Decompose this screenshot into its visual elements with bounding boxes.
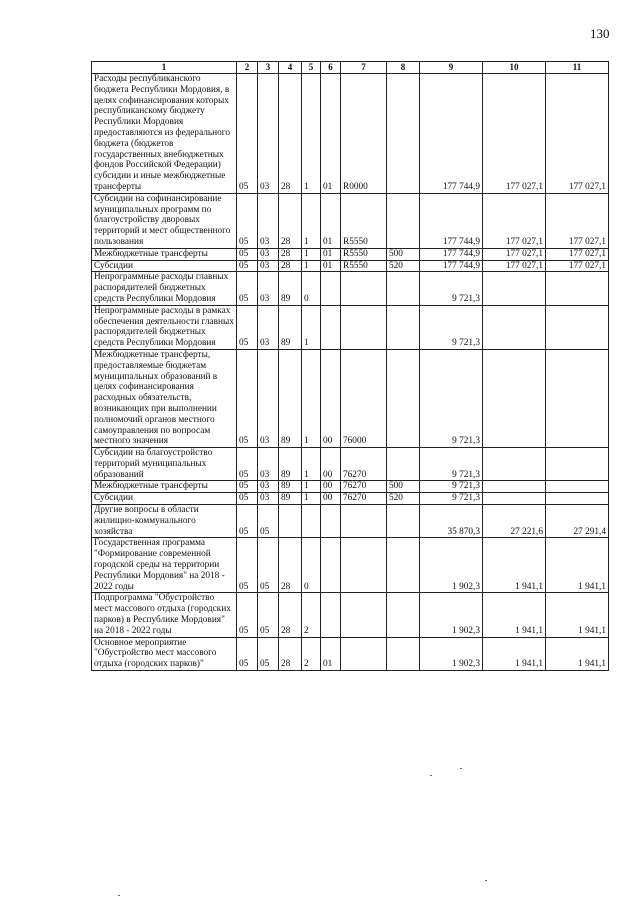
cell-c11: 177 027,1 (546, 248, 609, 260)
cell-c2: 05 (237, 260, 258, 272)
cell-c8 (387, 305, 420, 349)
cell-c2: 05 (237, 74, 258, 194)
table-row (92, 538, 609, 593)
row-name: Межбюджетные трансферты, предоставляемые бюджетам муниципальных образований в целях софинансирования расходных обязательств, возникающих при выполнении полномочий органов местного самоуправления по вопросам местного значения (92, 349, 237, 447)
cell-c5 (302, 505, 321, 538)
cell-c10 (483, 272, 546, 305)
cell-c4: 89 (279, 481, 302, 493)
table-row (92, 248, 609, 260)
cell-c8: 500 (387, 481, 420, 493)
cell-c7 (341, 272, 387, 305)
cell-c7 (341, 637, 387, 670)
row-name: Другие вопросы в области жилищно-коммунального хозяйства (92, 505, 237, 538)
cell-c3: 03 (258, 74, 279, 194)
cell-c2: 05 (237, 193, 258, 248)
table-row (92, 272, 609, 305)
cell-c8 (387, 272, 420, 305)
row-name: Субсидии (92, 260, 237, 272)
cell-c7 (341, 305, 387, 349)
row-name: Субсидии (92, 493, 237, 505)
cell-c8: 520 (387, 260, 420, 272)
col-header-10: 10 (483, 62, 546, 74)
cell-c11: 1 941,1 (546, 593, 609, 637)
cell-c7: 76270 (341, 448, 387, 481)
cell-c6: 01 (321, 260, 341, 272)
cell-c3: 03 (258, 305, 279, 349)
cell-c6 (321, 538, 341, 593)
row-name: Подпрограмма "Обустройство мест массового отдыха (городских парков) в Республике Мордовия" на 2018 - 2022 годы (92, 593, 237, 637)
page-number: 130 (590, 26, 610, 41)
table-header-row (92, 62, 609, 74)
row-name: Расходы республиканского бюджета Республики Мордовия, в целях софинансирования которых республиканскому бюджету Республики Мордовия предоставляются из федерального бюджета (бюджетов государственных внебюджетных фондов Российской Федерации) субсидии и иные межбюджетные трансферты (92, 74, 237, 194)
cell-c8 (387, 637, 420, 670)
cell-c5: 0 (302, 538, 321, 593)
row-name: Непрограммные расходы главных распорядителей бюджетных средств Республики Мордовия (92, 272, 237, 305)
cell-c4: 89 (279, 305, 302, 349)
cell-c10: 27 221,6 (483, 505, 546, 538)
table-row (92, 74, 609, 194)
cell-c5: 1 (302, 305, 321, 349)
cell-c4: 28 (279, 260, 302, 272)
cell-c10: 1 941,1 (483, 538, 546, 593)
table-row (92, 481, 609, 493)
cell-c5: 0 (302, 272, 321, 305)
col-header-4: 4 (279, 62, 302, 74)
cell-c3: 03 (258, 260, 279, 272)
cell-c11 (546, 481, 609, 493)
cell-c11 (546, 448, 609, 481)
cell-c11 (546, 493, 609, 505)
cell-c10 (483, 349, 546, 447)
cell-c9: 9 721,3 (420, 349, 483, 447)
cell-c7: 76000 (341, 349, 387, 447)
cell-c6: 00 (321, 481, 341, 493)
cell-c4: 28 (279, 593, 302, 637)
cell-c3: 03 (258, 193, 279, 248)
cell-c5: 1 (302, 74, 321, 194)
cell-c10: 177 027,1 (483, 260, 546, 272)
scan-speck (485, 880, 487, 881)
cell-c11: 1 941,1 (546, 538, 609, 593)
row-name: Субсидии на софинансирование муниципальных программ по благоустройству дворовых территорий и мест общественного пользования (92, 193, 237, 248)
row-name: Основное мероприятие "Обустройство мест массового отдыха (городских парков)" (92, 637, 237, 670)
cell-c5: 2 (302, 593, 321, 637)
cell-c7 (341, 505, 387, 538)
table-row (92, 305, 609, 349)
cell-c6: 00 (321, 349, 341, 447)
cell-c8: 520 (387, 493, 420, 505)
cell-c6: 01 (321, 193, 341, 248)
cell-c5: 1 (302, 493, 321, 505)
col-header-5: 5 (302, 62, 321, 74)
table-row (92, 260, 609, 272)
row-name: Государственная программа "Формирование современной городской среды на территории Республики Мордовия" на 2018 - 2022 годы (92, 538, 237, 593)
row-name: Субсидии на благоустройство территорий муниципальных образований (92, 448, 237, 481)
cell-c8 (387, 505, 420, 538)
cell-c4: 28 (279, 538, 302, 593)
col-header-2: 2 (237, 62, 258, 74)
cell-c7: R5550 (341, 260, 387, 272)
cell-c10: 1 941,1 (483, 593, 546, 637)
cell-c6: 00 (321, 493, 341, 505)
cell-c2: 05 (237, 593, 258, 637)
table-row (92, 493, 609, 505)
table-row (92, 505, 609, 538)
cell-c7: 76270 (341, 493, 387, 505)
cell-c2: 05 (237, 493, 258, 505)
table-row (92, 637, 609, 670)
cell-c3: 05 (258, 593, 279, 637)
cell-c7 (341, 593, 387, 637)
cell-c3: 03 (258, 349, 279, 447)
cell-c8 (387, 74, 420, 194)
cell-c5: 1 (302, 481, 321, 493)
cell-c10: 1 941,1 (483, 637, 546, 670)
cell-c9: 9 721,3 (420, 305, 483, 349)
cell-c2: 05 (237, 637, 258, 670)
cell-c9: 35 870,3 (420, 505, 483, 538)
cell-c11 (546, 305, 609, 349)
cell-c10: 177 027,1 (483, 74, 546, 194)
cell-c10 (483, 448, 546, 481)
cell-c2: 05 (237, 349, 258, 447)
cell-c3: 03 (258, 493, 279, 505)
cell-c2: 05 (237, 248, 258, 260)
cell-c6: 01 (321, 637, 341, 670)
cell-c8 (387, 538, 420, 593)
cell-c10: 177 027,1 (483, 193, 546, 248)
cell-c3: 05 (258, 505, 279, 538)
cell-c3: 05 (258, 538, 279, 593)
cell-c7: 76270 (341, 481, 387, 493)
scan-speck (118, 895, 120, 896)
cell-c11: 177 027,1 (546, 193, 609, 248)
cell-c5: 1 (302, 448, 321, 481)
cell-c9: 177 744,9 (420, 193, 483, 248)
cell-c9: 1 902,3 (420, 637, 483, 670)
cell-c5: 2 (302, 637, 321, 670)
cell-c2: 05 (237, 448, 258, 481)
cell-c6: 01 (321, 74, 341, 194)
cell-c10 (483, 305, 546, 349)
cell-c4: 89 (279, 272, 302, 305)
cell-c5: 1 (302, 193, 321, 248)
cell-c10 (483, 481, 546, 493)
table-row (92, 448, 609, 481)
cell-c11: 177 027,1 (546, 74, 609, 194)
col-header-6: 6 (321, 62, 341, 74)
cell-c11 (546, 272, 609, 305)
col-header-8: 8 (387, 62, 420, 74)
cell-c4: 89 (279, 349, 302, 447)
cell-c2: 05 (237, 505, 258, 538)
cell-c4: 28 (279, 74, 302, 194)
budget-table (91, 61, 609, 671)
cell-c8 (387, 349, 420, 447)
row-name: Межбюджетные трансферты (92, 248, 237, 260)
row-name: Непрограммные расходы в рамках обеспечения деятельности главных распорядителей бюджетных средств Республики Мордовия (92, 305, 237, 349)
cell-c9: 177 744,9 (420, 248, 483, 260)
cell-c5: 1 (302, 349, 321, 447)
cell-c11 (546, 349, 609, 447)
cell-c4: 28 (279, 637, 302, 670)
cell-c3: 03 (258, 448, 279, 481)
cell-c9: 9 721,3 (420, 272, 483, 305)
cell-c3: 03 (258, 481, 279, 493)
cell-c11: 1 941,1 (546, 637, 609, 670)
cell-c9: 9 721,3 (420, 493, 483, 505)
table-row (92, 593, 609, 637)
col-header-1: 1 (92, 62, 237, 74)
cell-c10: 177 027,1 (483, 248, 546, 260)
cell-c7: R5550 (341, 248, 387, 260)
cell-c2: 05 (237, 481, 258, 493)
cell-c11: 27 291,4 (546, 505, 609, 538)
scan-speck (430, 775, 432, 776)
cell-c9: 177 744,9 (420, 260, 483, 272)
col-header-3: 3 (258, 62, 279, 74)
cell-c8 (387, 448, 420, 481)
col-header-9: 9 (420, 62, 483, 74)
cell-c11: 177 027,1 (546, 260, 609, 272)
row-name: Межбюджетные трансферты (92, 481, 237, 493)
cell-c2: 05 (237, 305, 258, 349)
cell-c4: 89 (279, 448, 302, 481)
cell-c4: 89 (279, 493, 302, 505)
cell-c7: R0000 (341, 74, 387, 194)
cell-c5: 1 (302, 260, 321, 272)
cell-c9: 177 744,9 (420, 74, 483, 194)
cell-c4 (279, 505, 302, 538)
cell-c2: 05 (237, 272, 258, 305)
cell-c10 (483, 493, 546, 505)
scan-speck (460, 768, 462, 769)
cell-c9: 9 721,3 (420, 481, 483, 493)
cell-c4: 28 (279, 193, 302, 248)
cell-c3: 03 (258, 248, 279, 260)
col-header-11: 11 (546, 62, 609, 74)
col-header-7: 7 (341, 62, 387, 74)
cell-c6: 00 (321, 448, 341, 481)
cell-c6 (321, 305, 341, 349)
cell-c5: 1 (302, 248, 321, 260)
cell-c6: 01 (321, 248, 341, 260)
cell-c4: 28 (279, 248, 302, 260)
cell-c6 (321, 505, 341, 538)
cell-c2: 05 (237, 538, 258, 593)
cell-c8 (387, 593, 420, 637)
cell-c9: 1 902,3 (420, 538, 483, 593)
cell-c9: 9 721,3 (420, 448, 483, 481)
cell-c7: R5550 (341, 193, 387, 248)
cell-c3: 05 (258, 637, 279, 670)
table-row (92, 349, 609, 447)
cell-c6 (321, 593, 341, 637)
cell-c8 (387, 193, 420, 248)
cell-c7 (341, 538, 387, 593)
cell-c8: 500 (387, 248, 420, 260)
cell-c9: 1 902,3 (420, 593, 483, 637)
cell-c6 (321, 272, 341, 305)
cell-c3: 03 (258, 272, 279, 305)
table-row (92, 193, 609, 248)
